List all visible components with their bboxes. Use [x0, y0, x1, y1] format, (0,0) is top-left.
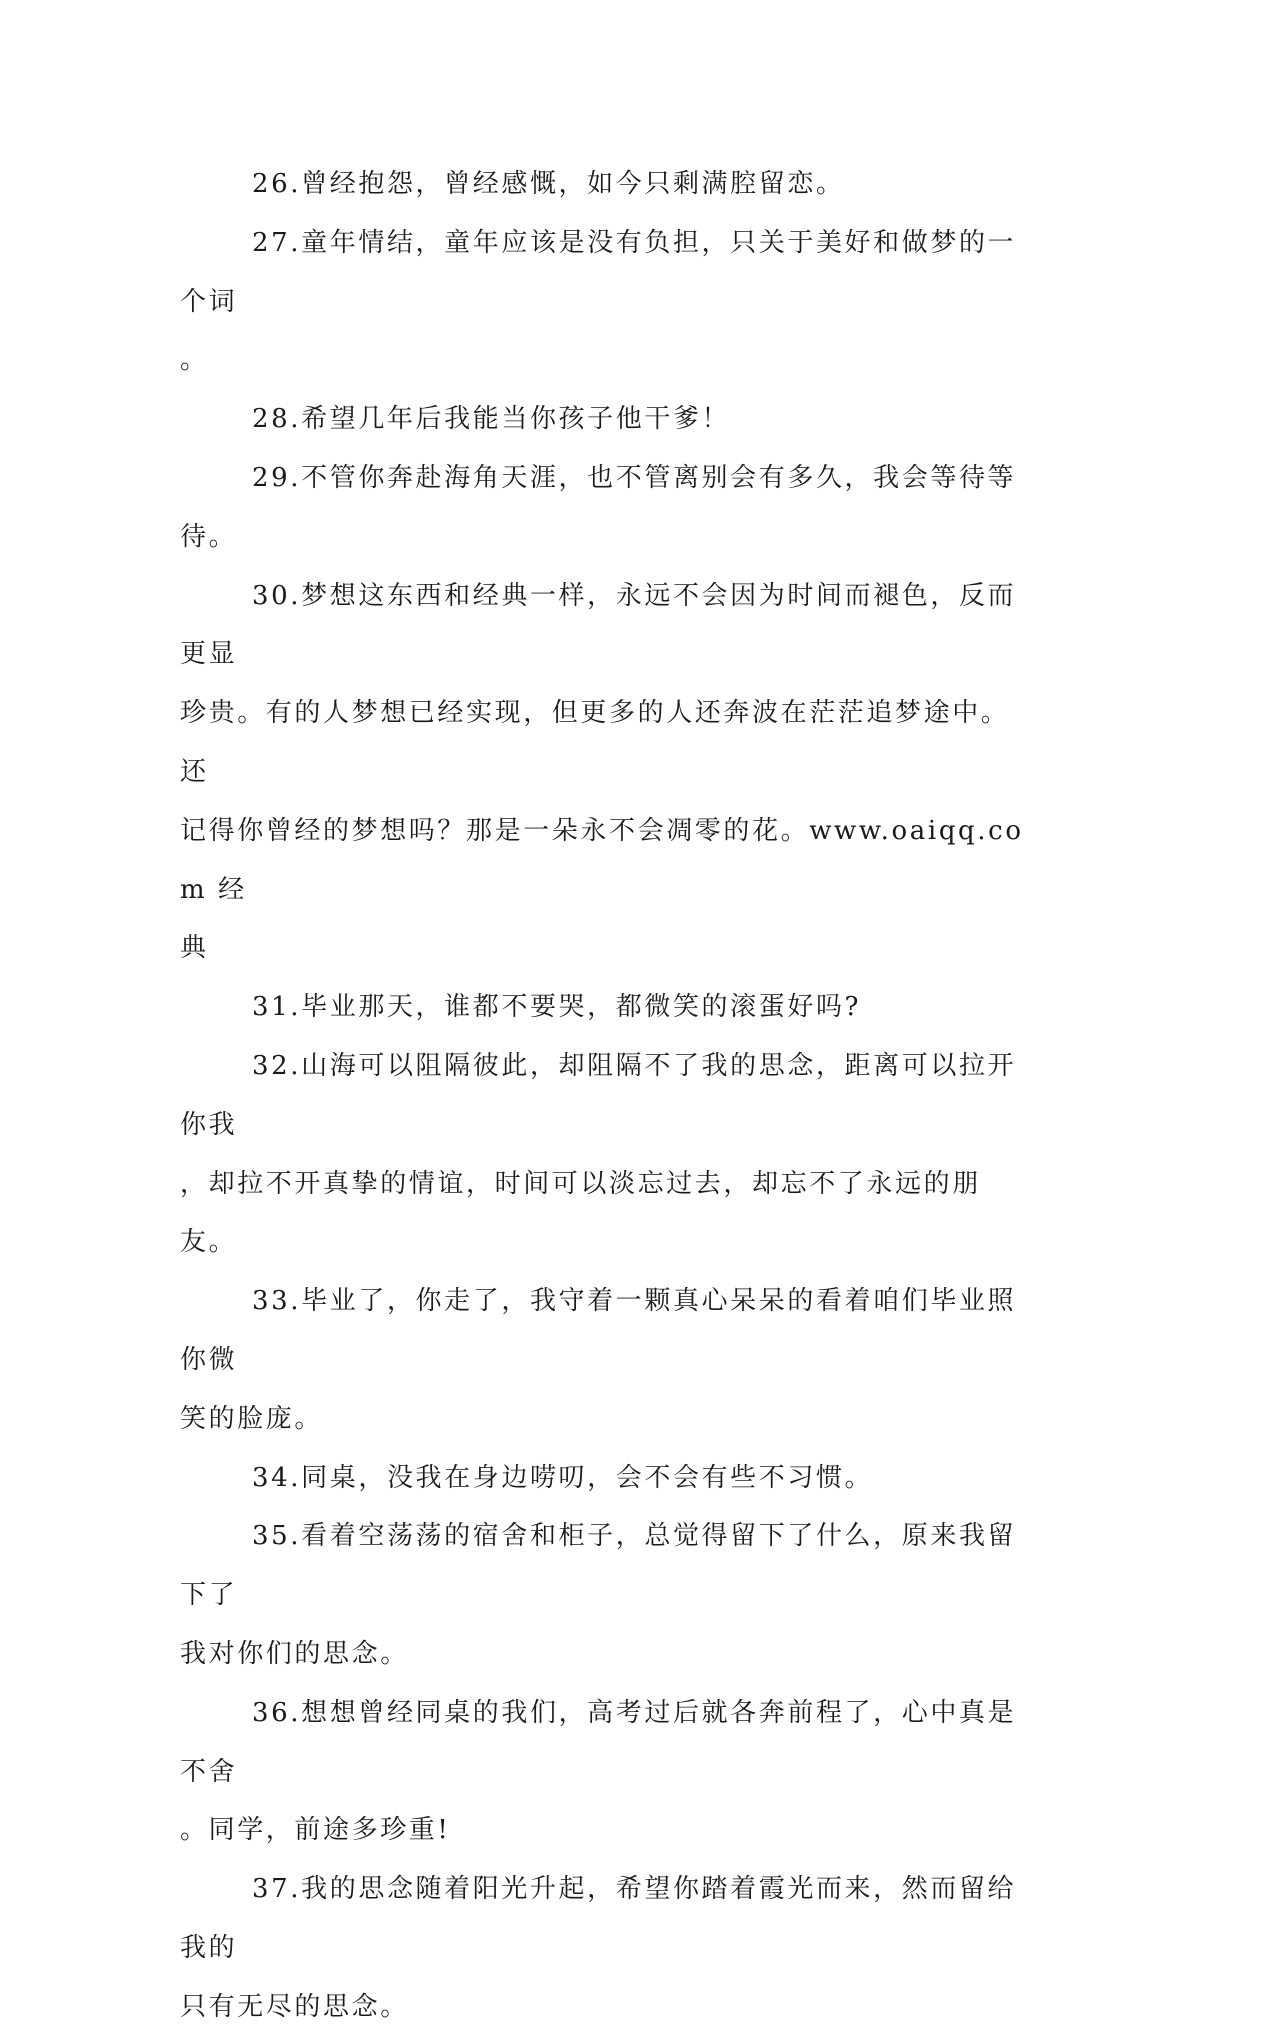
paragraph-34: 34.同桌，没我在身边唠叨，会不会有些不习惯。 — [252, 1462, 874, 1493]
paragraph-30: 30.梦想这东西和经典一样，永远不会因为时间而褪色，反而更显 珍贵。有的人梦想已经实现，但更多的人还奔波在茫茫追梦途中。还 记得你曾经的梦想吗？那是一朵永不会凋零的花。www.oaiqq.com 经 典 — [180, 580, 1024, 964]
paragraph-37: 37.我的思念随着阳光升起，希望你踏着霞光而来，然而留给我的 只有无尽的思念。 — [180, 1874, 1017, 2022]
paragraph-31: 31.毕业那天，谁都不要哭，都微笑的滚蛋好吗? — [252, 992, 862, 1023]
paragraph-36: 36.想想曾经同桌的我们，高考过后就各奔前程了，心中真是不舍 。同学，前途多珍重! — [180, 1697, 1017, 1846]
paragraph-33: 33.毕业了，你走了，我守着一颗真心呆呆的看着咱们毕业照你微 笑的脸庞。 — [180, 1286, 1017, 1434]
paragraph-27: 27.童年情结，童年应该是没有负担，只关于美好和做梦的一个词 。 — [180, 227, 1017, 376]
paragraph-35: 35.看着空荡荡的宿舍和柜子，总觉得留下了什么，原来我留下了 我对你们的思念。 — [180, 1521, 1017, 1669]
paragraph-29: 29.不管你奔赴海角天涯，也不管离别会有多久，我会等待等待。 — [180, 462, 1017, 552]
paragraph-32: 32.山海可以阻隔彼此，却阻隔不了我的思念，距离可以拉开你我 ，却拉不开真挚的情谊，时间可以淡忘过去，却忘不了永远的朋友。 — [180, 1050, 1017, 1258]
paragraph-26: 26.曾经抱怨，曾经感慨，如今只剩满腔留恋。 — [252, 169, 845, 199]
document-body — [180, 155, 1035, 2037]
paragraph-28: 28.希望几年后我能当你孩子他干爹！ — [252, 404, 731, 435]
